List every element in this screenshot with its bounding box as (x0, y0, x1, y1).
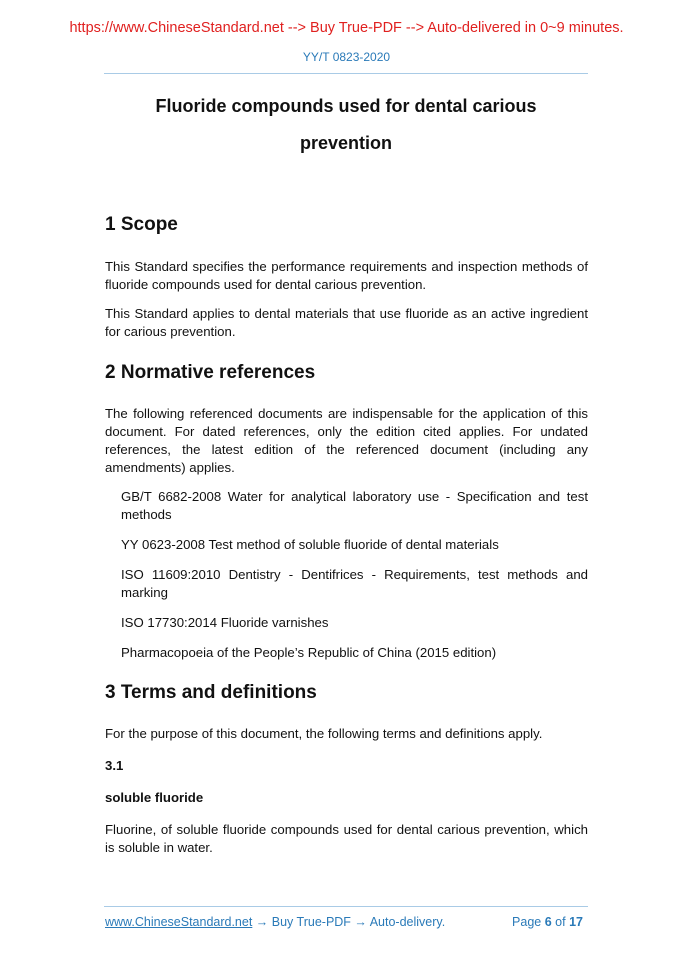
term-number: 3.1 (105, 758, 124, 773)
normative-intro: The following referenced documents are indispensable for the application of this document. For dated references, only the edition cited applies. For undated references, the latest edition of the referenced document (including any amendments) applies. (105, 406, 588, 475)
reference-item: Pharmacopoeia of the People’s Republic of China (2015 edition) (121, 645, 497, 660)
footer-link[interactable]: www.ChineseStandard.net (105, 915, 253, 929)
page-label: Page (512, 915, 542, 929)
footer-promo (105, 915, 445, 929)
page-footer (105, 915, 588, 929)
reference-item: ISO 11609:2010 Dentistry - Dentifrices - Requirements, test methods and marking (121, 567, 588, 600)
term-name: soluble fluoride (105, 790, 204, 805)
reference-item: YY 0623-2008 Test method of soluble fluoride of dental materials (121, 537, 499, 552)
document-title (104, 88, 588, 162)
footer-promo-tail: → Buy True-PDF → Auto-delivery. (252, 915, 446, 929)
page-of-label: of (555, 915, 566, 929)
title-line-1: Fluoride compounds used for dental carious (155, 96, 537, 116)
page-total: 17 (569, 915, 583, 929)
reference-item: GB/T 6682-2008 Water for analytical laboratory use - Specification and test methods (121, 489, 588, 522)
reference-item: ISO 17730:2014 Fluoride varnishes (121, 615, 329, 630)
page-indicator (512, 915, 588, 929)
document-body (105, 211, 588, 857)
footer-divider (104, 906, 588, 907)
title-line-2: prevention (299, 133, 392, 153)
terms-intro: For the purpose of this document, the following terms and definitions apply. (105, 726, 543, 741)
header-divider (104, 73, 588, 74)
document-code: YY/T 0823-2020 (302, 50, 391, 64)
page-current: 6 (544, 915, 552, 929)
term-definition: Fluorine, of soluble fluoride compounds used for dental carious prevention, which is soluble in water. (105, 822, 588, 855)
section-normative-heading: 2 Normative references (105, 362, 316, 383)
promo-banner[interactable]: https://www.ChineseStandard.net --> Buy True-PDF --> Auto-delivered in 0~9 minutes. (69, 20, 624, 36)
scope-paragraph-2: This Standard applies to dental materials that use fluoride as an active ingredient for carious prevention. (105, 306, 588, 339)
scope-paragraph-1: This Standard specifies the performance requirements and inspection methods of fluoride compounds used for dental carious prevention. (105, 259, 588, 292)
section-scope-heading: 1 Scope (105, 214, 178, 235)
section-terms-heading: 3 Terms and definitions (105, 682, 317, 703)
